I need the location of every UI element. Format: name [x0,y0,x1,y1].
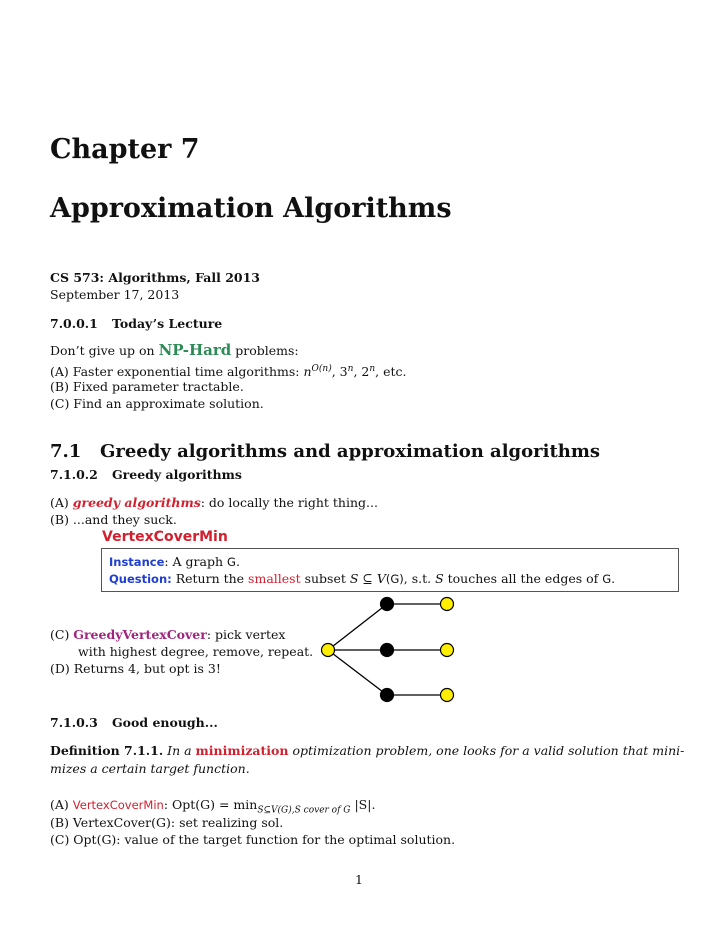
instance-line [109,554,240,569]
subsubsection-title: Good enough... [112,715,218,730]
item-text: : do locally the right thing... [200,495,378,510]
page-number: 1 [355,872,363,887]
vertexcovermin-term: VertexCoverMin [72,798,164,812]
greedyvertexcover-term: GreedyVertexCover [73,627,207,642]
subsubsection-title: Today’s Lecture [112,316,223,331]
question-text: Return the [171,571,249,586]
lecture-intro [50,342,299,359]
question-text-3: , s.t. [403,571,436,586]
subsubsection-todays-lecture [50,316,222,331]
graph-node-yellow [441,689,454,702]
question-end: . [611,571,616,586]
subsubsection-title: Greedy algorithms [112,467,242,482]
question-label: Question: [109,572,172,586]
instance-text: : A graph [164,554,228,569]
graph-edge [328,650,387,695]
subsubsection-number: 7.1.0.3 [50,715,98,730]
math-exponent-2: n [347,364,354,374]
subsubsection-number: 7.1.0.2 [50,467,98,482]
item-a-end: , etc. [375,364,407,380]
greedy-algorithms-term: greedy algorithms [72,495,201,510]
problem-box [101,548,679,592]
definition-label: Definition 7.1.1. [50,743,164,758]
math-subset: S ⊆ V [349,571,386,586]
definition-text-3: mizes a certain target function. [50,761,250,776]
smallest-term: smallest [248,571,301,586]
intro-text: Don’t give up on [50,343,159,358]
graph-node-yellow [441,598,454,611]
greedy-counterexample-graph [318,594,468,710]
date-line: September 17, 2013 [50,287,180,302]
math-subscript: S⊆V(G),S cover of G [257,805,351,816]
subsubsection-greedy [50,467,242,482]
lecture-item-b: (B) Fixed parameter tractable. [50,379,244,394]
math-3: , 3 [331,364,348,380]
math-exponent-3: n [369,364,376,374]
greedy-item-c-line2: with highest degree, remove, repeat. [78,644,314,659]
item-text: : Opt(G) = min [163,797,258,812]
graph-edge [328,604,387,650]
item-end: |S|. [350,797,376,812]
item-label: (A) [50,797,73,812]
definition-line2 [50,760,250,777]
definition-line1 [50,742,684,759]
graph-node-yellow [322,644,335,657]
math-s: S [435,571,444,586]
greedy-item-d: (D) Returns 4, but opt is 3! [50,661,221,676]
graph-symbol: G [602,572,612,586]
np-hard-term: NP-Hard [158,341,232,359]
item-text: : pick vertex [206,627,286,642]
greedy-item-a [50,494,378,511]
graph-symbol: G [227,555,236,569]
chapter-title: Approximation Algorithms [50,193,452,224]
math-exponent: O(n) [311,364,332,374]
def-item-c: (C) Opt(G): value of the target function for the optimal solution. [50,832,456,847]
subsubsection-number: 7.0.0.1 [50,316,98,331]
definition-text: In a [163,743,196,758]
graph-node-black [381,598,394,611]
question-text-2: subset [300,571,350,586]
section-heading [50,441,600,462]
def-item-b: (B) VertexCover(G): set realizing sol. [50,815,284,830]
greedy-item-c [50,626,285,643]
question-text-4: touches all the edges of [443,571,603,586]
minimization-term: minimization [195,743,289,758]
section-title: Greedy algorithms and approximation algorithms [100,441,601,462]
subsubsection-good-enough [50,715,218,730]
section-number: 7.1 [50,441,82,462]
math-2: , 2 [353,364,370,380]
question-line [109,571,615,586]
greedy-item-b: (B) ...and they suck. [50,512,177,527]
instance-end: . [235,554,240,569]
graph-symbol: (G) [385,572,404,586]
definition-text-2: optimization problem, one looks for a valid solution that mini- [288,743,685,758]
chapter-heading: Chapter 7 [50,134,200,165]
item-a-text: (A) Faster exponential time algorithms: [50,364,304,380]
item-label: (C) [50,627,74,642]
item-label: (A) [50,495,73,510]
vertexcovermin-title: VertexCoverMin [102,529,228,545]
graph-node-black [381,644,394,657]
graph-node-yellow [441,644,454,657]
math-n: n [303,364,312,380]
course-line: CS 573: Algorithms, Fall 2013 [50,270,261,285]
lecture-item-c: (C) Find an approximate solution. [50,396,264,411]
instance-label: Instance [109,555,165,569]
graph-node-black [381,689,394,702]
intro-text-end: problems: [231,343,299,358]
